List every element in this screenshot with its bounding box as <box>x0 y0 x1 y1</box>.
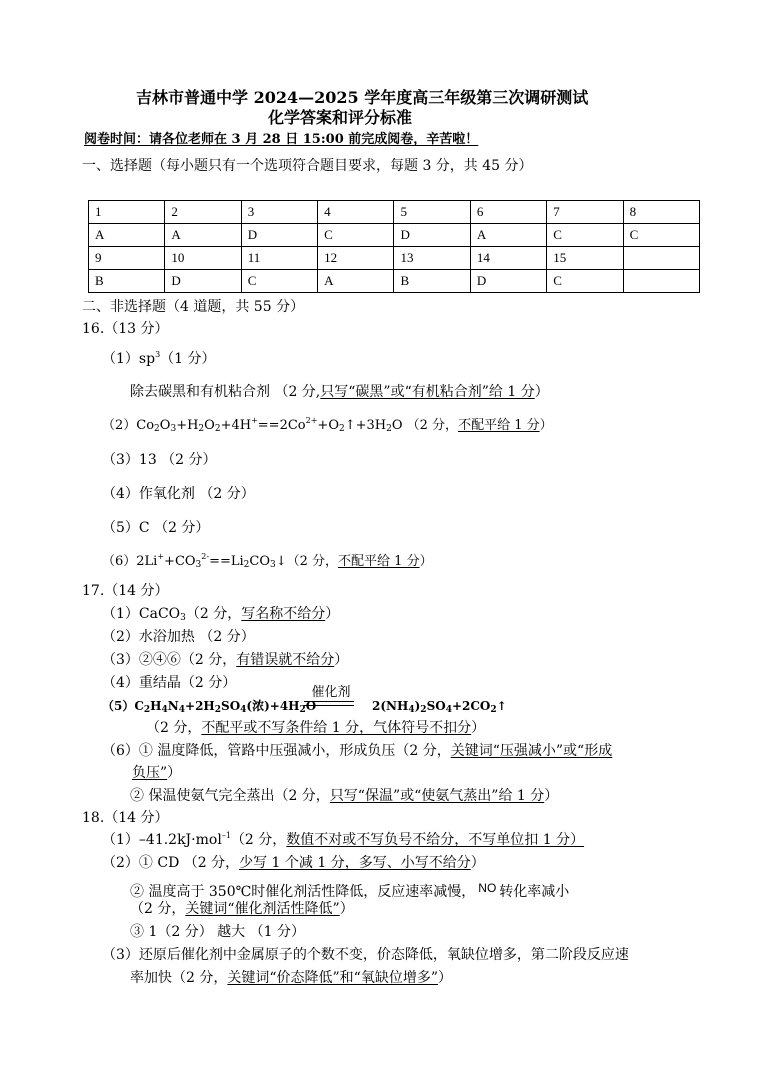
answer-table-cell: C <box>318 224 394 247</box>
q18-answer-2b: ② 温度高于 350℃时催化剂活性降低，反应速率减慢， NO 转化率减小 <box>130 881 570 900</box>
q17-answer-6b: ② 保温使氨气完全蒸出（2 分，只写“保温”或“使氨气蒸出”给 1 分） <box>130 788 559 804</box>
q18-answer-2c: （2 分，关键词“催化剂活性降低”） <box>130 901 354 917</box>
answer-table-cell: B <box>394 270 470 293</box>
answer-table-cell: 8 <box>623 201 699 224</box>
q17-answer-6-line2: 负压”） <box>132 765 182 781</box>
answer-table-cell: C <box>623 224 699 247</box>
answer-table-cell: B <box>89 270 165 293</box>
q16-answer-2: $(2)Co_2O_3+H_2O_2+4H^+==2Co^{2+}+O_2↑+3H_2O$ （2 分，不配平给 1 分） <box>102 416 553 434</box>
answer-table-cell: 4 <box>318 201 394 224</box>
q16-answer-3: （3）13 （2 分） <box>102 452 217 468</box>
answer-table-cell: D <box>394 224 470 247</box>
answer-table-cell: D <box>470 270 546 293</box>
q17-answer-4: （4）重结晶（2 分） <box>102 675 237 691</box>
q18-answer-2: （2）① CD （2 分，少写 1 个减 1 分，多写、小写不给分） <box>102 855 485 871</box>
answer-table-row <box>89 224 700 247</box>
answer-table-cell: C <box>241 270 317 293</box>
answer-table-cell <box>623 247 699 270</box>
answer-table-row <box>89 270 700 293</box>
answer-table-cell <box>623 270 699 293</box>
answer-table-cell: C <box>547 224 623 247</box>
q16-answer-5: （5）C （2 分） <box>102 520 210 536</box>
answer-table-cell: 12 <box>318 247 394 270</box>
q17-answer-3: （3）②④⑥（2 分，有错误就不给分） <box>102 652 349 668</box>
page-title: 吉林市普通中学 2024—2025 学年度高三年级第三次调研测试 <box>136 88 589 107</box>
q18-answer-1: （1）–41.2kJ·mol$^{-1}$（2 分，数值不对或不写负号不给分，不写单位扣 1 分） <box>102 831 585 848</box>
answer-table-cell: 9 <box>89 247 165 270</box>
q16-answer-1b: 除去碳黑和有机粘合剂 （2 分,只写“碳黑”或“有机粘合剂”给 1 分） <box>130 384 549 400</box>
q18-answer-3-line2: 率加快（2 分，关键词“价态降低”和“氧缺位增多”） <box>130 970 452 986</box>
q17-answer-5-equation: $(5)C_2H_4N_4+2H_2SO_4$(浓)$+4H_2O$ <box>102 699 317 715</box>
reaction-equals-sign <box>304 701 354 706</box>
q16-answer-4: （4）作氧化剂 （2 分） <box>102 486 255 502</box>
answer-table-cell: 14 <box>470 247 546 270</box>
catalyst-label: 催化剂 <box>311 685 351 700</box>
q17-answer-5-products: $2(NH_4)_2SO_4+2CO_2↑$ <box>372 699 507 715</box>
q17-answer-6-line1: （6）① 温度降低，管路中压强减小，形成负压（2 分，关键词“压强减小”或“形成 <box>102 743 613 759</box>
section1-heading: 一、选择题（每小题只有一个选项符合题目要求，每题 3 分，共 45 分） <box>82 158 533 174</box>
answer-table-row <box>89 247 700 270</box>
answer-table <box>88 200 700 293</box>
q17-answer-2: （2）水浴加热 （2 分） <box>102 629 255 645</box>
q18-heading: 18.（14 分） <box>82 810 169 826</box>
answer-table-cell: 13 <box>394 247 470 270</box>
answer-table-cell: 3 <box>241 201 317 224</box>
page-subtitle: 化学答案和评分标准 <box>268 108 413 127</box>
answer-table-cell: 1 <box>89 201 165 224</box>
section2-heading: 二、非选择题（4 道题，共 55 分） <box>82 299 305 315</box>
answer-table-row <box>89 201 700 224</box>
answer-table-cell: 11 <box>241 247 317 270</box>
answer-table-cell: 10 <box>165 247 241 270</box>
answer-table-cell: A <box>165 224 241 247</box>
q16-answer-1: $(1)sp^3(1$ 分） <box>102 350 216 367</box>
q17-heading: 17.（14 分） <box>82 583 169 599</box>
answer-table-cell: C <box>547 270 623 293</box>
q17-answer-5-scoring: （2 分，不配平或不写条件给 1 分，气体符号不扣分） <box>146 720 486 736</box>
answer-table-cell: 7 <box>547 201 623 224</box>
answer-table-cell: 6 <box>470 201 546 224</box>
q17-answer-1: （1）CaCO$_3$（2 分，写名称不给分） <box>102 606 340 623</box>
q18-answer-2d: ③ 1（2 分） 越大 （1 分） <box>130 924 305 940</box>
grading-notice: 阅卷时间：请各位老师在 3 月 28 日 15:00 前完成阅卷，辛苦啦！ <box>84 132 479 147</box>
q16-answer-6: $(6)2Li^++CO_3^{2-}==Li_2CO_3↓(2$ 分，不配平给 1 分） <box>102 552 433 570</box>
answer-table-cell: 15 <box>547 247 623 270</box>
answer-table-cell: D <box>241 224 317 247</box>
answer-table-cell: D <box>165 270 241 293</box>
q18-answer-3-line1: （3）还原后催化剂中金属原子的个数不变，价态降低，氧缺位增多，第二阶段反应速 <box>102 947 629 963</box>
answer-table-cell: A <box>318 270 394 293</box>
answer-table-cell: A <box>89 224 165 247</box>
q16-heading: 16.（13 分） <box>82 321 169 337</box>
answer-table-cell: A <box>470 224 546 247</box>
answer-table-cell: 2 <box>165 201 241 224</box>
answer-table-cell: 5 <box>394 201 470 224</box>
